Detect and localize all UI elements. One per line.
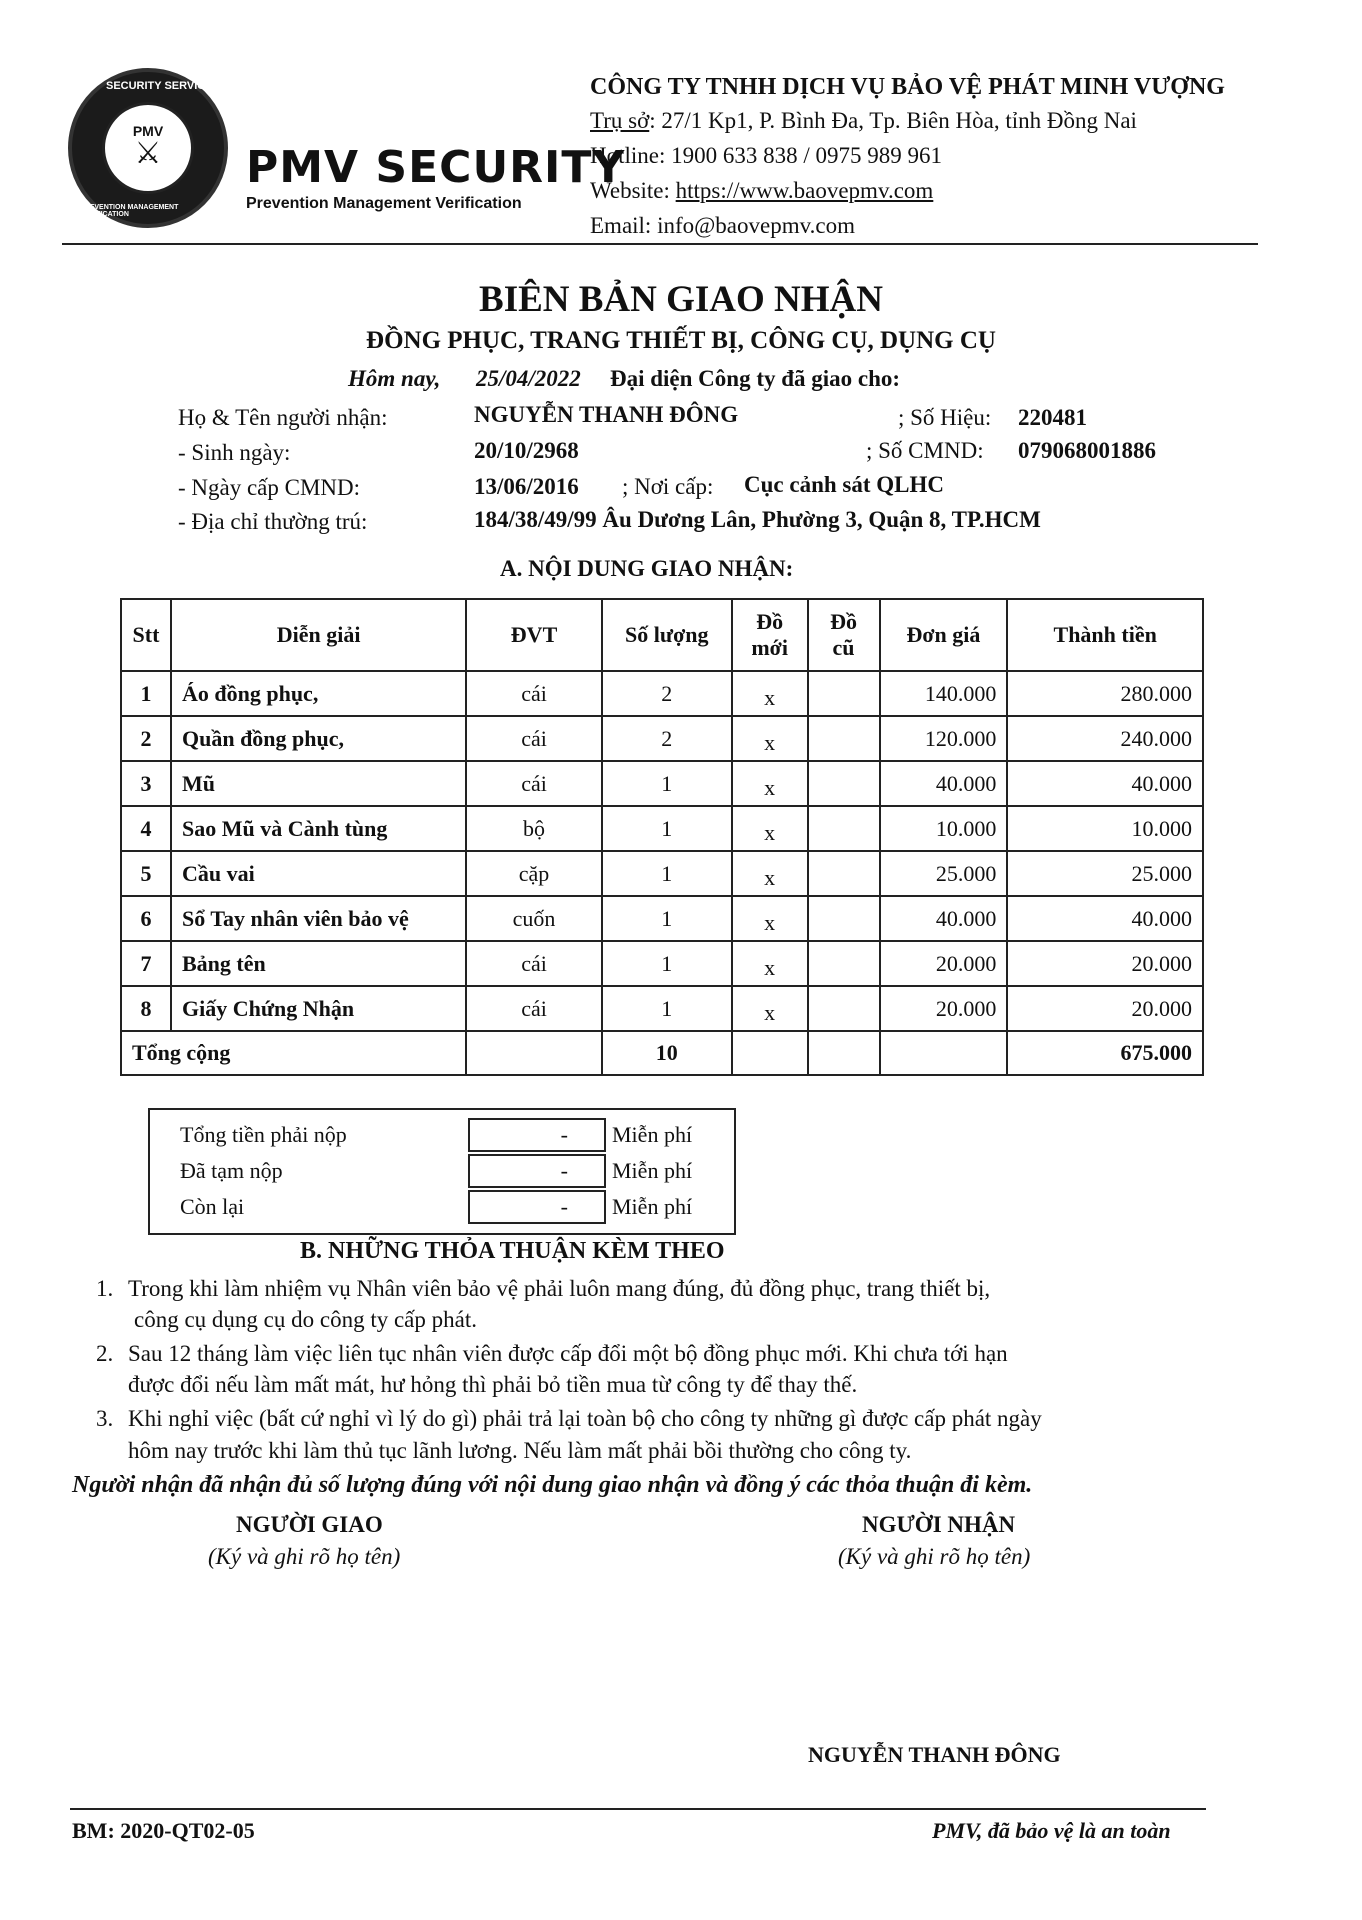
address-label: Trụ sở <box>590 108 650 133</box>
cell-total: 20.000 <box>1007 986 1203 1031</box>
cell-item: Mũ <box>171 761 466 806</box>
table-header-row <box>121 599 1203 671</box>
company-address <box>590 108 1137 134</box>
cell-price: 40.000 <box>880 896 1008 941</box>
table-row <box>121 851 1203 896</box>
cell-stt: 5 <box>121 851 171 896</box>
cmnd-value: 079068001886 <box>1018 438 1156 463</box>
cell-unit: cái <box>466 941 602 986</box>
table-row <box>121 896 1203 941</box>
agreement-number: 1. <box>96 1276 114 1301</box>
cell-price: 20.000 <box>880 941 1008 986</box>
header-divider <box>62 243 1258 245</box>
total-empty-old <box>808 1031 880 1075</box>
cell-price: 40.000 <box>880 761 1008 806</box>
col-header-new: Đồ mới <box>732 599 808 671</box>
cell-old <box>808 761 880 806</box>
cell-new: x <box>732 671 808 716</box>
brand-tagline: Prevention Management Verification <box>246 195 522 212</box>
total-amount: 675.000 <box>1007 1031 1203 1075</box>
logo-ring-top: SECURITY SERVICES <box>106 80 220 92</box>
logo-ring-bottom: PREVENTION MANAGEMENT VERIFICATION <box>80 204 179 218</box>
cell-price: 20.000 <box>880 986 1008 1031</box>
agreement-line: được đổi nếu làm mất mát, hư hỏng thì phải bỏ tiền mua từ công ty để thay thế. <box>128 1372 858 1397</box>
recipient-address: 184/38/49/99 Âu Dương Lân, Phường 3, Quận 8, TP.HCM <box>474 507 1041 532</box>
cell-total: 10.000 <box>1007 806 1203 851</box>
brand-name: PMV SECURITY <box>246 142 626 193</box>
document-date: 25/04/2022 <box>476 366 581 391</box>
section-b-heading: B. NHỮNG THỎA THUẬN KÈM THEO <box>300 1238 725 1264</box>
col-header-item: Diễn giải <box>171 599 466 671</box>
logo-emblem <box>102 102 194 194</box>
cmnd-label: ; Số CMND: <box>866 438 984 463</box>
cell-old <box>808 716 880 761</box>
cell-total: 20.000 <box>1007 941 1203 986</box>
col-header-stt: Stt <box>121 599 171 671</box>
company-email: Email: info@baovepmv.com <box>590 213 855 238</box>
cell-qty: 1 <box>602 896 732 941</box>
cell-price: 140.000 <box>880 671 1008 716</box>
payment-value: - <box>468 1118 606 1152</box>
cell-item: Giấy Chứng Nhận <box>171 986 466 1031</box>
payment-label: Tổng tiền phải nộp <box>180 1122 347 1147</box>
cell-new: x <box>732 986 808 1031</box>
cell-qty: 2 <box>602 671 732 716</box>
document-subtitle: ĐỒNG PHỤC, TRANG THIẾT BỊ, CÔNG CỤ, DỤNG CỤ <box>366 327 996 354</box>
cell-stt: 2 <box>121 716 171 761</box>
table-row <box>121 716 1203 761</box>
agreement-line: công cụ dụng cụ do công ty cấp phát. <box>134 1307 477 1332</box>
cell-item: Sao Mũ và Cành tùng <box>171 806 466 851</box>
cell-old <box>808 896 880 941</box>
cell-new: x <box>732 716 808 761</box>
cell-qty: 2 <box>602 716 732 761</box>
cell-total: 240.000 <box>1007 716 1203 761</box>
address-label-recipient: - Địa chỉ thường trú: <box>178 509 368 534</box>
document-title: BIÊN BẢN GIAO NHẬN <box>479 279 883 320</box>
table-row <box>121 986 1203 1031</box>
footer-slogan: PMV, đã bảo vệ là an toàn <box>932 1818 1171 1843</box>
col-header-total: Thành tiền <box>1007 599 1203 671</box>
confirmation-statement: Người nhận đã nhận đủ số lượng đúng với nội dung giao nhận và đồng ý các thỏa thuận đi kèm. <box>72 1472 1033 1498</box>
payment-label: Đã tạm nộp <box>180 1158 283 1183</box>
today-label: Hôm nay, <box>348 366 441 391</box>
payment-note: Miễn phí <box>612 1194 693 1219</box>
col-header-unit: ĐVT <box>466 599 602 671</box>
dob-label: - Sinh ngày: <box>178 440 291 465</box>
total-empty-price <box>880 1031 1008 1075</box>
total-empty-new <box>732 1031 808 1075</box>
cell-unit: cuốn <box>466 896 602 941</box>
items-table <box>120 598 1204 1076</box>
dob-value: 20/10/2968 <box>474 438 579 463</box>
cell-qty: 1 <box>602 761 732 806</box>
cell-new: x <box>732 806 808 851</box>
website-link[interactable]: https://www.baovepmv.com <box>675 178 934 203</box>
agreement-number: 3. <box>96 1406 114 1431</box>
cell-unit: cái <box>466 761 602 806</box>
logo-center-text: PMV <box>132 123 164 139</box>
company-website <box>590 178 933 204</box>
col-header-qty: Số lượng <box>602 599 732 671</box>
cell-new: x <box>732 941 808 986</box>
col-header-price: Đơn giá <box>880 599 1008 671</box>
cell-old <box>808 671 880 716</box>
cell-total: 40.000 <box>1007 896 1203 941</box>
cell-old <box>808 941 880 986</box>
total-qty: 10 <box>602 1031 732 1075</box>
cell-new: x <box>732 896 808 941</box>
cell-item: Cầu vai <box>171 851 466 896</box>
cell-new: x <box>732 851 808 896</box>
payment-value: - <box>468 1154 606 1188</box>
agreement-line: Khi nghỉ việc (bất cứ nghỉ vì lý do gì) phải trả lại toàn bộ cho công ty những gì được cấp phát ngày <box>128 1406 1042 1431</box>
cell-old <box>808 986 880 1031</box>
cell-total: 40.000 <box>1007 761 1203 806</box>
cell-unit: cái <box>466 986 602 1031</box>
cell-qty: 1 <box>602 851 732 896</box>
today-suffix: Đại diện Công ty đã giao cho: <box>610 366 901 391</box>
cell-unit: cái <box>466 671 602 716</box>
employee-id: 220481 <box>1018 405 1087 430</box>
cell-new: x <box>732 761 808 806</box>
cell-price: 120.000 <box>880 716 1008 761</box>
total-label: Tổng cộng <box>121 1031 466 1075</box>
recipient-name: NGUYỄN THANH ĐÔNG <box>474 402 739 427</box>
cell-item: Áo đồng phục, <box>171 671 466 716</box>
cell-stt: 3 <box>121 761 171 806</box>
agreement-line: hôm nay trước khi làm thủ tục lãnh lương. Nếu làm mất phải bồi thường cho công ty. <box>128 1438 912 1463</box>
company-logo <box>68 68 228 228</box>
giver-heading: NGƯỜI GIAO <box>236 1512 383 1537</box>
agreement-number: 2. <box>96 1341 114 1366</box>
company-name: CÔNG TY TNHH DỊCH VỤ BẢO VỆ PHÁT MINH VƯỢNG <box>590 74 1225 100</box>
payment-note: Miễn phí <box>612 1122 693 1147</box>
issue-date: 13/06/2016 <box>474 474 579 499</box>
receiver-note: (Ký và ghi rõ họ tên) <box>838 1544 1031 1569</box>
payment-row <box>150 1118 734 1154</box>
section-a-heading: A. NỘI DUNG GIAO NHẬN: <box>500 556 794 581</box>
cell-stt: 8 <box>121 986 171 1031</box>
issue-place-label: ; Nơi cấp: <box>622 474 714 499</box>
payment-note: Miễn phí <box>612 1158 693 1183</box>
cell-stt: 6 <box>121 896 171 941</box>
table-total-row <box>121 1031 1203 1075</box>
cell-qty: 1 <box>602 806 732 851</box>
cell-item: Quần đồng phục, <box>171 716 466 761</box>
cell-total: 25.000 <box>1007 851 1203 896</box>
payment-label: Còn lại <box>180 1194 245 1219</box>
address-value: : 27/1 Kp1, P. Bình Đa, Tp. Biên Hòa, tỉnh Đồng Nai <box>649 108 1137 133</box>
crossed-keys-icon: ⚔ <box>134 137 162 170</box>
table-row <box>121 761 1203 806</box>
table-row <box>121 941 1203 986</box>
form-code: BM: 2020-QT02-05 <box>72 1818 255 1843</box>
table-row <box>121 671 1203 716</box>
cell-unit: bộ <box>466 806 602 851</box>
total-empty-unit <box>466 1031 602 1075</box>
agreement-line: Trong khi làm nhiệm vụ Nhân viên bảo vệ phải luôn mang đúng, đủ đồng phục, trang thiết bị, <box>128 1276 991 1301</box>
cell-unit: cặp <box>466 851 602 896</box>
table-row <box>121 806 1203 851</box>
cell-qty: 1 <box>602 941 732 986</box>
cell-item: Bảng tên <box>171 941 466 986</box>
giver-note: (Ký và ghi rõ họ tên) <box>208 1544 401 1569</box>
agreement-line: Sau 12 tháng làm việc liên tục nhân viên được cấp đổi một bộ đồng phục mới. Khi chưa tới hạn <box>128 1341 1008 1366</box>
issue-date-label: - Ngày cấp CMND: <box>178 475 361 500</box>
payment-value: - <box>468 1190 606 1224</box>
employee-id-label: ; Số Hiệu: <box>898 405 992 430</box>
recipient-name-label: Họ & Tên người nhận: <box>178 405 388 430</box>
cell-old <box>808 806 880 851</box>
payment-summary-box <box>148 1108 736 1235</box>
cell-stt: 1 <box>121 671 171 716</box>
col-header-old: Đồ cũ <box>808 599 880 671</box>
cell-old <box>808 851 880 896</box>
cell-price: 10.000 <box>880 806 1008 851</box>
receiver-name: NGUYỄN THANH ĐÔNG <box>808 1742 1061 1767</box>
payment-row <box>150 1154 734 1190</box>
cell-stt: 4 <box>121 806 171 851</box>
cell-item: Sổ Tay nhân viên bảo vệ <box>171 896 466 941</box>
cell-total: 280.000 <box>1007 671 1203 716</box>
payment-row <box>150 1190 734 1226</box>
company-hotline: Hotline: 1900 633 838 / 0975 989 961 <box>590 143 943 168</box>
cell-qty: 1 <box>602 986 732 1031</box>
footer-divider <box>70 1808 1206 1810</box>
cell-unit: cái <box>466 716 602 761</box>
website-label: Website: <box>590 178 676 203</box>
receiver-heading: NGƯỜI NHẬN <box>862 1512 1016 1537</box>
issue-place: Cục cảnh sát QLHC <box>744 472 944 497</box>
cell-stt: 7 <box>121 941 171 986</box>
cell-price: 25.000 <box>880 851 1008 896</box>
